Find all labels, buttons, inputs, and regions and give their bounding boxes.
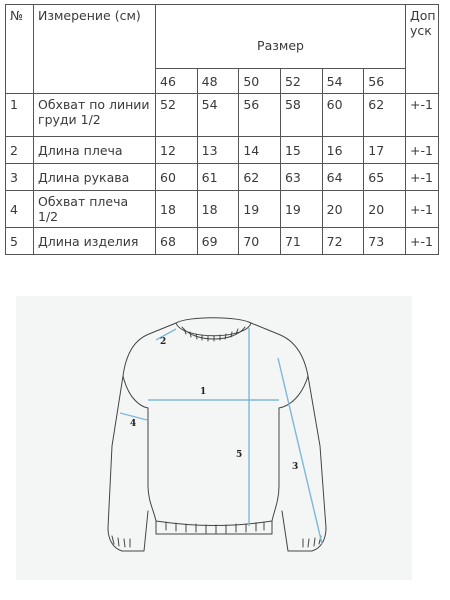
row-value: 61 xyxy=(197,164,239,191)
row-value: 72 xyxy=(322,228,364,255)
row-value: 12 xyxy=(156,137,198,164)
row-value: 15 xyxy=(280,137,322,164)
row-value: 16 xyxy=(322,137,364,164)
table-row xyxy=(6,228,439,255)
row-tolerance: +-1 xyxy=(406,164,439,191)
row-value: 64 xyxy=(322,164,364,191)
table-header-row xyxy=(6,5,439,69)
row-name: Длина изделия xyxy=(34,228,156,255)
label-length: 5 xyxy=(236,450,243,460)
row-value: 69 xyxy=(197,228,239,255)
row-value: 62 xyxy=(364,94,406,137)
header-num: № xyxy=(6,5,34,94)
row-value: 71 xyxy=(280,228,322,255)
row-name: Обхват плеча 1/2 xyxy=(34,191,156,228)
row-value: 14 xyxy=(239,137,281,164)
row-tolerance: +-1 xyxy=(406,228,439,255)
row-value: 70 xyxy=(239,228,281,255)
row-value: 19 xyxy=(239,191,281,228)
label-shoulder: 2 xyxy=(160,337,167,347)
row-tolerance: +-1 xyxy=(406,137,439,164)
row-name: Длина плеча xyxy=(34,137,156,164)
row-num: 5 xyxy=(6,228,34,255)
measure-line-sleeve xyxy=(278,358,322,544)
row-tolerance: +-1 xyxy=(406,94,439,137)
label-upper-arm: 4 xyxy=(130,419,137,429)
row-value: 20 xyxy=(322,191,364,228)
row-name: Обхват по линии груди 1/2 xyxy=(34,94,156,137)
header-tolerance: Доп уск xyxy=(406,5,439,94)
sweater-diagram xyxy=(16,296,412,580)
table-row xyxy=(6,137,439,164)
row-value: 62 xyxy=(239,164,281,191)
row-value: 58 xyxy=(280,94,322,137)
row-value: 68 xyxy=(156,228,198,255)
table-row xyxy=(6,191,439,228)
row-value: 20 xyxy=(364,191,406,228)
size-cell: 56 xyxy=(364,69,406,94)
row-value: 13 xyxy=(197,137,239,164)
measurement-lines xyxy=(120,328,322,544)
row-value: 54 xyxy=(197,94,239,137)
header-measurement: Измерение (см) xyxy=(34,5,156,94)
row-num: 4 xyxy=(6,191,34,228)
sweater-drawing xyxy=(16,296,412,580)
row-value: 56 xyxy=(239,94,281,137)
size-cell: 52 xyxy=(280,69,322,94)
table-row xyxy=(6,94,439,137)
row-value: 60 xyxy=(156,164,198,191)
row-value: 19 xyxy=(280,191,322,228)
size-chart-table xyxy=(5,4,439,255)
row-num: 3 xyxy=(6,164,34,191)
row-value: 63 xyxy=(280,164,322,191)
row-value: 18 xyxy=(156,191,198,228)
table-row xyxy=(6,164,439,191)
size-cell: 50 xyxy=(239,69,281,94)
row-name: Длина рукава xyxy=(34,164,156,191)
row-num: 1 xyxy=(6,94,34,137)
sweater-outline xyxy=(108,318,326,551)
size-cell: 48 xyxy=(197,69,239,94)
size-cell: 46 xyxy=(156,69,198,94)
row-value: 60 xyxy=(322,94,364,137)
row-value: 17 xyxy=(364,137,406,164)
size-cell: 54 xyxy=(322,69,364,94)
row-value: 52 xyxy=(156,94,198,137)
row-value: 73 xyxy=(364,228,406,255)
label-sleeve: 3 xyxy=(292,462,299,472)
header-size-group: Размер xyxy=(156,5,406,69)
row-tolerance: +-1 xyxy=(406,191,439,228)
row-num: 2 xyxy=(6,137,34,164)
label-chest: 1 xyxy=(200,387,207,397)
row-value: 65 xyxy=(364,164,406,191)
row-value: 18 xyxy=(197,191,239,228)
